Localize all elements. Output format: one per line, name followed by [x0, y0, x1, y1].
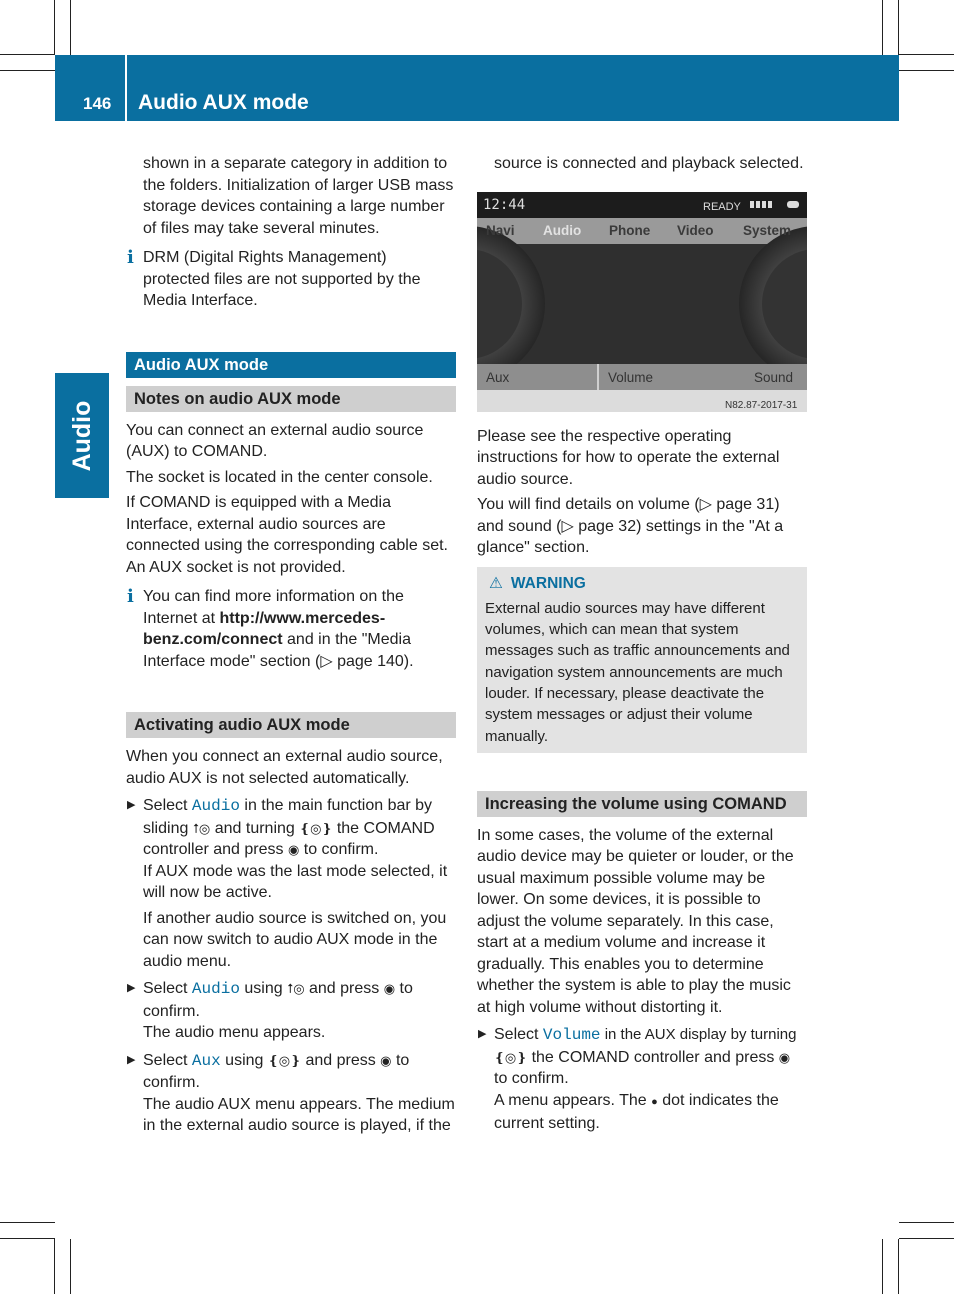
crop-mark — [898, 1239, 899, 1294]
display-tab-phone: Phone — [609, 222, 651, 238]
page-title: Audio AUX mode — [138, 91, 309, 114]
controller-press-icon: ◉ — [778, 1049, 791, 1065]
step-note: If another audio source is switched on, you can now switch to audio AUX mode in the audio menu. — [143, 909, 447, 970]
step-text: Select — [143, 980, 192, 997]
step-result: The audio AUX menu appears. The medium in the external audio source is played, if the — [143, 1095, 455, 1134]
step-text: and press — [301, 1051, 381, 1069]
crop-mark — [54, 0, 55, 55]
instruction-step — [477, 1024, 807, 1135]
controller-turn-icon: ❴◎❵ — [299, 820, 333, 836]
controller-slide-icon: ⭡◎ — [192, 820, 211, 836]
subheading-notes: Notes on audio AUX mode — [126, 386, 456, 412]
step-text: and turning — [210, 819, 300, 837]
crop-mark — [882, 1239, 883, 1294]
instruction-step — [126, 795, 456, 972]
step-text: and press — [304, 980, 384, 997]
display-status: READY — [703, 200, 741, 213]
controller-turn-icon: ❴◎❵ — [267, 1052, 302, 1068]
step-text: Select — [143, 797, 192, 814]
crop-mark — [0, 70, 55, 71]
intro-line: shown in a separate category in addition to — [143, 155, 448, 172]
crop-mark — [899, 54, 954, 55]
display-clock: 12:44 — [483, 196, 526, 213]
info-text-pre: You can find more information on the Internet at — [143, 588, 404, 627]
drm-note-text: DRM (Digital Rights Management) protected files are not supported by the Media Interface. — [143, 249, 421, 309]
paragraph: When you connect an external audio source, audio AUX is not selected automatically. — [126, 748, 443, 787]
step-text: the COMAND controller and press — [143, 819, 435, 858]
step-result: If AUX mode was the last mode selected, it will now be active. — [143, 862, 448, 901]
display-code-audio: Audio — [191, 797, 240, 815]
step-arrow-icon: ▶ — [127, 799, 136, 811]
info-text-post: and in the "Media Interface mode" section (▷ page 140). — [143, 631, 414, 670]
step-arrow-icon: ▶ — [478, 1028, 487, 1041]
crop-mark — [882, 0, 883, 55]
controller-press-icon: ◉ — [383, 981, 396, 996]
right-column — [477, 153, 807, 1139]
instruction-step — [126, 1050, 456, 1137]
controller-press-icon: ◉ — [380, 1052, 392, 1068]
step-text: to confirm. — [494, 1070, 569, 1088]
step-arrow-icon: ▶ — [127, 982, 136, 994]
paragraph: If COMAND is equipped with a Media Interface, external audio sources are connected using the corresponding cable set. An AUX socket is not provided. — [126, 494, 448, 576]
step-text: the COMAND controller and press — [527, 1048, 779, 1066]
controller-turn-icon: ❴◎❵ — [494, 1049, 528, 1065]
chapter-side-tab — [55, 373, 109, 498]
crop-mark — [54, 1239, 55, 1294]
display-item-aux: Aux — [486, 369, 510, 385]
crop-mark — [0, 54, 55, 55]
intro-line: of files may take several minutes. — [143, 219, 380, 237]
internet-info-note — [126, 586, 456, 672]
warning-text: External audio sources may have different volumes, which can mean that system messages such as traffic announcements and navigation system announcements are much louder. If necessary, please deactivate the system messages or adjust their volume manually. — [485, 599, 790, 745]
step-text: to confirm. — [143, 1051, 410, 1091]
display-code-audio: Audio — [191, 980, 240, 998]
intro-paragraph — [126, 153, 456, 239]
step-text: dot indicates the current setting. — [494, 1091, 779, 1133]
step-text: to confirm. — [299, 841, 379, 858]
subheading-activating: Activating audio AUX mode — [126, 712, 456, 738]
step-text: A menu appears. The — [494, 1091, 652, 1109]
page-header — [55, 55, 899, 121]
crop-mark — [899, 1238, 954, 1239]
figure-id: N82.87-2017-31 — [725, 399, 798, 411]
section-heading-audio-aux: Audio AUX mode — [126, 352, 456, 378]
paragraph: The socket is located in the center console. — [126, 468, 433, 486]
step-text: using — [239, 980, 288, 997]
crop-mark — [899, 1222, 954, 1223]
display-tab-system: System — [743, 222, 792, 238]
drm-info-note — [126, 247, 456, 312]
info-url: http://www.mercedes-benz.com/connect — [143, 609, 386, 648]
paragraph: Please see the respective operating instructions for how to operate the external audio source. — [477, 427, 780, 488]
controller-press-icon: ◉ — [287, 842, 300, 857]
crop-mark — [0, 1222, 55, 1223]
display-tab-navi: Navi — [486, 222, 515, 238]
paragraph: You will find details on volume (▷ page 31) and sound (▷ page 32) settings in the "At a glance" section. — [477, 496, 784, 556]
step-text: Select — [143, 1051, 192, 1069]
left-column — [126, 153, 456, 1141]
crop-mark — [0, 1238, 55, 1239]
subheading-increasing-volume: Increasing the volume using COMAND — [477, 791, 807, 817]
step-text: using — [220, 1051, 268, 1069]
step-text: to confirm. — [143, 980, 413, 1020]
crop-mark — [898, 0, 899, 55]
step-result — [494, 1090, 807, 1135]
display-code-aux: Aux — [191, 1051, 221, 1070]
page-number: 146 — [83, 94, 112, 113]
display-item-sound: Sound — [754, 369, 794, 385]
display-code-volume: Volume — [542, 1026, 601, 1045]
continuation-text: source is connected and playback selected. — [494, 155, 804, 172]
info-icon: i — [127, 586, 134, 607]
warning-title: WARNING — [510, 574, 586, 592]
display-item-volume: Volume — [608, 369, 654, 385]
paragraph: You can connect an external audio source (AUX) to COMAND. — [126, 421, 424, 460]
crop-mark — [899, 70, 954, 71]
comand-display-screenshot — [477, 192, 807, 412]
crop-mark — [70, 1239, 71, 1294]
intro-line: storage devices containing a large number — [143, 198, 445, 215]
controller-slide-icon: ⭡◎ — [287, 981, 305, 996]
warning-heading — [485, 573, 799, 594]
header-divider — [125, 55, 127, 121]
warning-box — [477, 567, 807, 753]
chapter-side-tab-label: Audio — [68, 400, 96, 471]
dot-icon: ● — [651, 1095, 658, 1108]
display-tab-audio: Audio — [543, 222, 582, 238]
step-arrow-icon: ▶ — [127, 1053, 136, 1066]
info-icon: i — [127, 247, 134, 268]
crop-mark — [70, 0, 71, 55]
step-text: Select — [494, 1026, 543, 1044]
step-result: The audio menu appears. — [143, 1024, 326, 1041]
display-tab-video: Video — [677, 222, 714, 238]
step-text: in the main function bar by sliding — [143, 797, 433, 837]
step-text: in the AUX display by turning — [600, 1026, 797, 1044]
paragraph: In some cases, the volume of the external audio device may be quieter or louder, or the usual maximum possible volume may be lower. On some devices, it is possible to adjust the volume separately. In this case, start at a medium volume and increase it gradually. This enables you to determine whether the system is able to play the music at high volume without distorting it. — [477, 826, 794, 1016]
instruction-step — [126, 978, 456, 1044]
warning-triangle-icon: ⚠ — [489, 574, 503, 592]
intro-line: the folders. Initialization of larger USB mass — [143, 176, 454, 194]
